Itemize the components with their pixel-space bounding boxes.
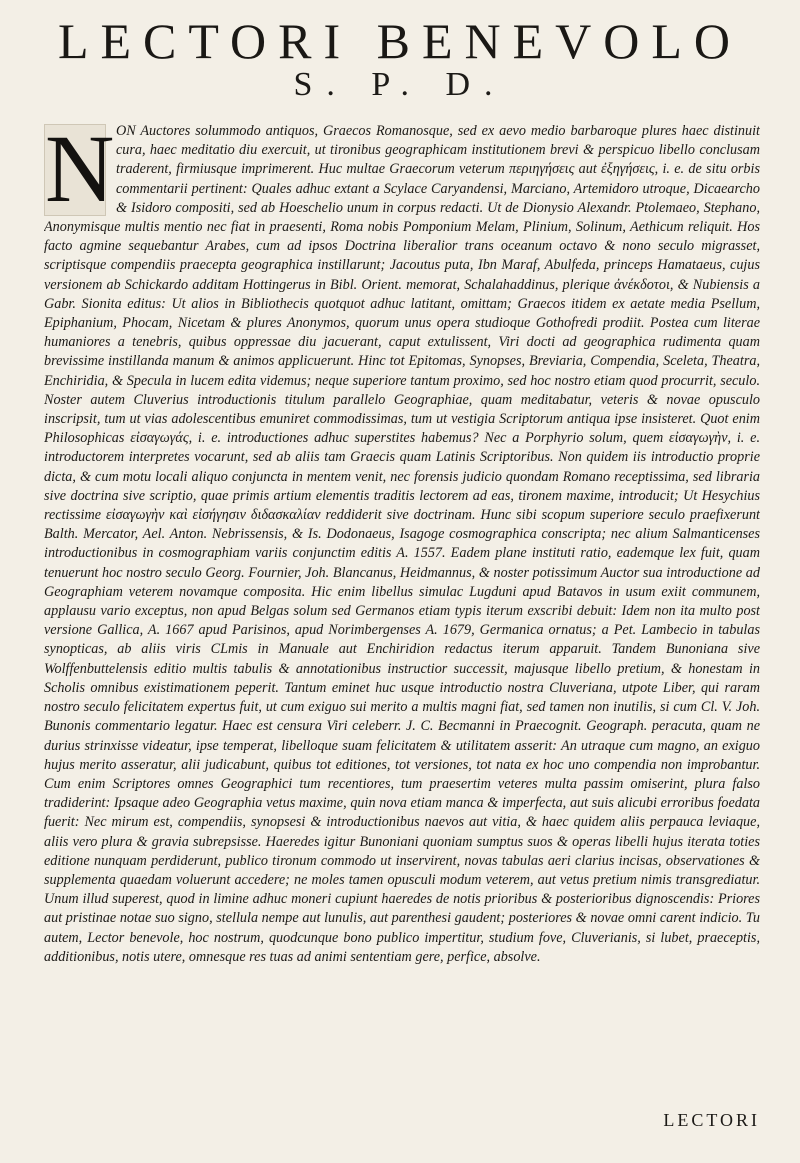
preface-text [44, 115, 760, 1082]
page-title: LECTORI BENEVOLO [57, 13, 743, 69]
drop-cap-initial: N [45, 115, 115, 222]
catchword: LECTORI [663, 1110, 760, 1130]
preface-paragraph: ON Auctores solummodo antiquos, Graecos Romanosque, sed ex aevo medio barbaroque plures haec distinuit cura, haec meditatio diu exercuit, ut tironibus geographicam institutionem brevi & perspicuo libello conclusam traderent, firmiusque imprimerent. Huc multae Graecorum veterum περιηγήσεις aut ἐξηγήσεις, i. e. de situ orbis commentarii pertinent: Quales adhuc extant a Scylace Caryandensi, Marciano, Artemidoro utroque, Dicaearcho & Isidoro compositi, sed ab Hoeschelio unum in corpus redacti. Ut de Dionysio Alexandr. Ptolemaeo, Stephano, Anonymisque multis mentio nec fiat in praesenti, Roma nobis Pomponium Melam, Plinium, Solinum, Aethicum reliquit. Hos facto agmine sequebantur Arabes, cum ad ipsos Doctrina liberalior trans oceanum octavo & nono seculo migrasset, scriptisque compendiis praecepta geographica instillarunt; Jacoutus puta, Ibn Maraf, Abulfeda, princeps Hamataeus, cujus versionem ab Schickardo additam Hottingerus in Bibl. Orient. memorat, Schalahaddinus, plerique ἀνέκδοτοι, & Nubiensis a Gabr. Sionita editus: Ut alios in Bibliothecis quotquot adhuc latitant, omittam; Graecos itidem ex aetate media Psellum, Epiphanium, Phocam, Nicetam & plures Anonymos, quorum unus opera studioque Gothofredi prodiit. Postea cum literae humaniores a tenebris, quibus oppressae diu jacuerant, caput extulissent, Viri docti ad geographica rudimenta quam brevissime instillanda manum & animos applicuerunt. Hinc tot Epitomas, Synopses, Breviaria, Compendia, Sceleta, Theatra, Enchiridia, & Specula in lucem edita videmus; neque superiore tantum proximo, sed hoc nostro etiam quod procurrit, seculo. Noster autem Cluverius introductionis titulum parallelo Geographiae, quam meditabatur, veteris & novae opusculo inscripsit, tum ut vias adolescentibus emuniret commodissimas, tum ut vestigia Scriptorum antiqua ipse insisteret. Quot enim Philosophicas εἰσαγωγάς, i. e. introductiones adhuc superstites habemus? Nec a Porphyrio solum, quem εἰσαγωγὴν, i. e. introductorem interpretes vocarunt, sed ab aliis tam Graecis quam Latinis Scriptoribus. Non quidem iis introductio proprie dicta, & cum motu locali aliquo conjuncta in mentem venit, nec forensis judicio quondam Romano receptissima, sed libraria sive doctrina sive scriptio, quae primis artium elementis traditis lectorem ad eas, tironem maxime, introducit; Ut Hesychius rectissime εἰσαγωγὴν καὶ εἰσήγησιν διδασκαλίαν reddiderit sive doctrinam. Hunc sibi scopum superiore seculo praefixerunt Balth. Mercator, Ael. Anton. Nebrissensis, & Is. Dodonaeus, Isagoge cosmographica conscripta; nec alium Salmanticenses introductionibus in cosmographiam variis conjunctim editis A. 1557. Eadem plane instituti ratio, eademque lex fuit, quam tenuerunt hoc nostro seculo Georg. Fournier, Joh. Blancanus, Heidmannus, & noster potissimum Auctor sua introductione ad Geographiam veterem novamque composita. Hic enim libellus simulac Lugduni apud Batavos in usum exiit communem, applausu vario exceptus, non apud Belgas solum sed Germanos etiam typis iterum exscribi debuit: Idem non ita multo post versione Gallica, A. 1667 apud Parisinos, apud Norimbergenses A. 1679, Germanica ornatus; a Pet. Lambecio in tabulas synopticas, ab aliis viris CLmis in Manuale aut Enchiridion redactus iterum apparuit. Tandem Bunoniana sive Wolffenbuttelensis editio multis tabulis & annotationibus instructior successit, majusque libello pretium, & honestam in Scholis omnibus existimationem peperit. Tantum eminet huc usque introductio nostra Cluveriana, utpote Liber, qui raram nostro seculo felicitatem expertus fuit, ut cum exiguo sui merito a multis magni fiat, sed tamen non inutilis, si cum Cl. V. Joh. Bunonis commentario legatur. Haec est censura Viri celeberr. J. C. Becmanni in Praecognit. Geograph. peracuta, quam ne durius strinxisse videatur, ipse temperat, libelloque suam felicitatem & utilitatem asserit: An utraque cum magno, an exiguo hujus merito asseratur, alii judicabunt, quibus tot editiones, tot versiones, tot nata ex hoc uno compendia non improbantur. Cum enim Scriptores omnes Geographici tum recentiores, tum praesertim veteres multa passim omiserint, plura falso tradiderint: Ipsaque adeo Geographia vetus maxime, quin nova etiam manca & imperfecta, aut suis alicubi erroribus foedata fuerit: Nec mirum est, compendiis, synopsesi & introductionibus naevos aut vitia, & haec quidem aliis perpauca leviaque, aliis vero plura & gravia subrepsisse. Haeredes igitur Bunoniani quoniam sumptus suos & operas libelli hujus iterata toties editione nunquam perdiderunt, publico tironum commodo ut inservirent, novas tabulas aeri clarius incisas, observationes & supplementa quaedam voluerunt accedere; ne moles tamen opusculi modum veterem, aut vetus pretium nimis transgrediatur. Unum illud superest, quod in limine adhuc moneri cupiunt haeredes de notis prioribus & posterioribus dignoscendis: Priores aut pristinae notae suo signo, stellula nempe aut lunulis, aut parenthesi gaudent; posteriores & novae omni carent indicio. Tu autem, Lector benevole, hoc nostrum, quodcunque bono publico impertitur, studium fove, Cluverianis, si lubet, praeceptis, additionibus, notis utere, omnesque res tuas ad animi sententiam gere, perfice, absolve. [44, 123, 760, 965]
drop-cap-space [44, 115, 116, 222]
salutation: S. P. D. [293, 66, 507, 103]
